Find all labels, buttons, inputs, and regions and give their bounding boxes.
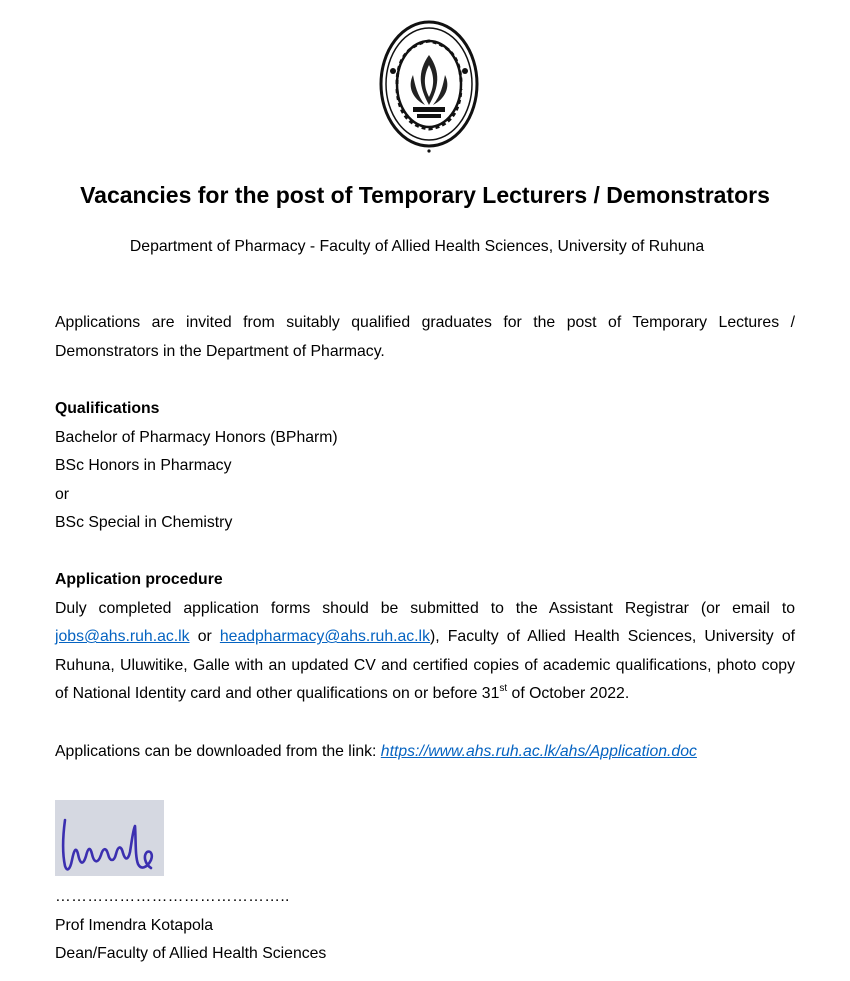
page-title: Vacancies for the post of Temporary Lecturers / Demonstrators — [80, 182, 770, 208]
download-paragraph — [55, 738, 795, 767]
procedure-text: of October 2022. — [507, 685, 630, 703]
qualification-item: BSc Special in Chemistry — [55, 514, 233, 532]
download-text: Applications can be downloaded from the link: — [55, 743, 381, 760]
procedure-text: or — [189, 628, 220, 646]
qualification-item: BSc Honors in Pharmacy — [55, 457, 232, 475]
application-procedure-paragraph — [55, 595, 795, 709]
signatory-position: Dean/Faculty of Allied Health Sciences — [55, 945, 327, 963]
application-download-link[interactable]: https://www.ahs.ruh.ac.lk/ahs/Application.doc — [380, 743, 697, 760]
qualification-item: or — [55, 485, 70, 503]
qualifications-heading: Qualifications — [55, 400, 160, 417]
university-crest-icon — [377, 17, 481, 155]
jobs-email-link[interactable]: jobs@ahs.ruh.ac.lk — [55, 628, 190, 646]
ordinal-suffix: st — [499, 683, 508, 695]
qualifications-section — [55, 395, 795, 538]
signature-block — [55, 883, 326, 969]
department-subtitle: Department of Pharmacy - Faculty of Allied Health Sciences, University of Ruhuna — [129, 238, 705, 255]
signatory-name: Prof Imendra Kotapola — [55, 916, 214, 934]
headpharmacy-email-link[interactable]: headpharmacy@ahs.ruh.ac.lk — [219, 628, 430, 646]
application-procedure-heading: Application procedure — [55, 571, 223, 588]
procedure-text: Duly completed application forms should be submitted to the Assistant Registrar (or email to — [55, 599, 795, 617]
application-procedure-section — [55, 566, 795, 709]
intro-paragraph: Applications are invited from suitably qualified graduates for the post of Temporary Lectures / Demonstrators in the Department of Pharmacy. — [55, 314, 795, 360]
signature-dots: …………………………………….. — [55, 888, 290, 905]
procedure-text: ), Faculty of Allied Health Sciences, University of Ruhuna, Uluwitike, Galle with an updated CV and certified copies of academic qualifications, photo copy of National Identity card and other qualifications on or before 31 — [55, 628, 795, 703]
qualification-item: Bachelor of Pharmacy Honors (BPharm) — [55, 428, 338, 446]
signature-image — [55, 800, 164, 876]
